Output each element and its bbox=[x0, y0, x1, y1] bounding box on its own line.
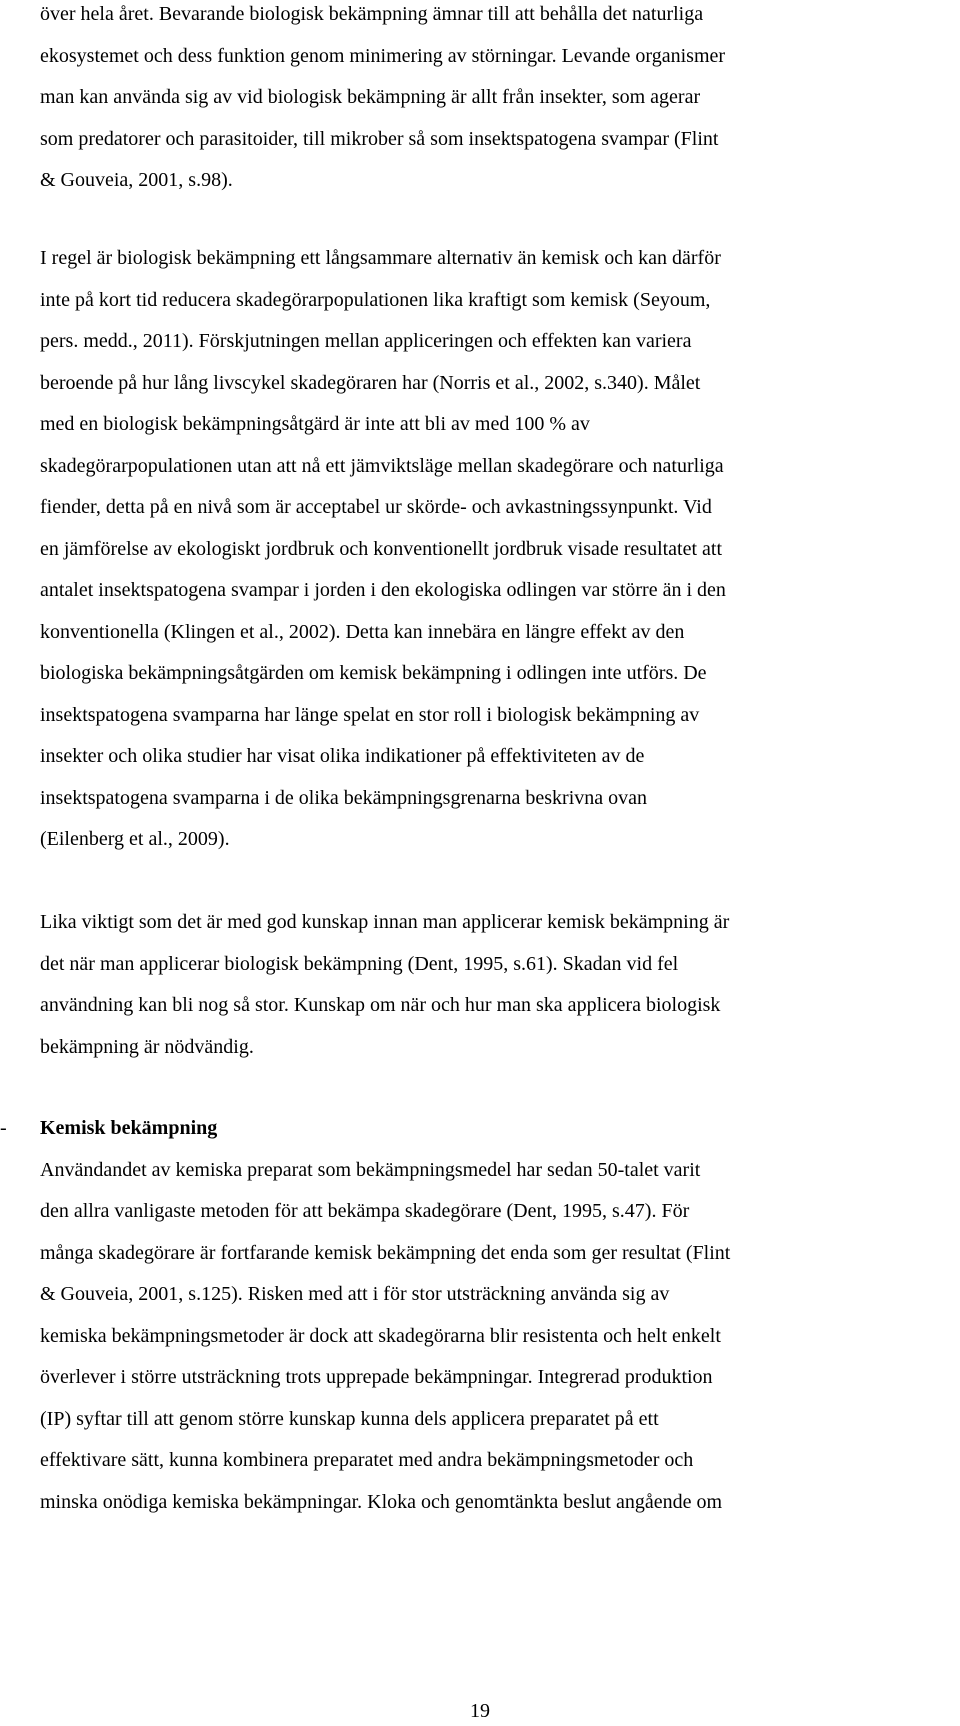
text-line: biologiska bekämpningsåtgärden om kemisk bekämpning i odlingen inte utförs. De bbox=[40, 662, 707, 684]
text-line: (IP) syftar till att genom större kunskap kunna dels applicera preparatet på ett bbox=[40, 1407, 659, 1430]
text-line: ekosystemet och dess funktion genom minimering av störningar. Levande organismer bbox=[40, 44, 726, 67]
text-line: användning kan bli nog så stor. Kunskap om när och hur man ska applicera biologisk bbox=[40, 994, 721, 1016]
text-line: man kan använda sig av vid biologisk bekämpning är allt från insekter, som agerar bbox=[40, 86, 701, 108]
text-line: pers. medd., 2011). Förskjutningen mellan appliceringen och effekten kan variera bbox=[40, 330, 692, 352]
text-line: den allra vanligaste metoden för att bekämpa skadegörare (Dent, 1995, s.47). För bbox=[40, 1200, 690, 1222]
text-line: minska onödiga kemiska bekämpningar. Kloka och genomtänkta beslut angående om bbox=[40, 1490, 723, 1513]
text-line: det när man applicerar biologisk bekämpning (Dent, 1995, s.61). Skadan vid fel bbox=[40, 952, 679, 975]
text-line: insektspatogena svamparna i de olika bekämpningsgrenarna beskrivna ovan bbox=[40, 786, 648, 809]
page-number: 19 bbox=[470, 1700, 490, 1722]
paragraph-knowledge-importance bbox=[40, 902, 920, 1068]
text-line: fiender, detta på en nivå som är acceptabel ur skörde- och avkastningssynpunkt. Vid bbox=[40, 496, 712, 518]
paragraph-biological-control-intro bbox=[40, 0, 920, 202]
text-line: Lika viktigt som det är med god kunskap innan man applicerar kemisk bekämpning är bbox=[40, 911, 730, 933]
text-line: effektivare sätt, kunna kombinera preparatet med andra bekämpningsmetoder och bbox=[40, 1449, 694, 1471]
section-chemical-control bbox=[40, 1108, 920, 1523]
text-line: konventionella (Klingen et al., 2002). Detta kan innebära en längre effekt av den bbox=[40, 620, 685, 643]
text-line: överlever i större utsträckning trots upprepade bekämpningar. Integrerad produktion bbox=[40, 1366, 713, 1388]
text-line: I regel är biologisk bekämpning ett långsammare alternativ än kemisk och kan därför bbox=[40, 247, 721, 269]
text-line: över hela året. Bevarande biologisk bekämpning ämnar till att behålla det naturliga bbox=[40, 3, 704, 25]
text-line: & Gouveia, 2001, s.125). Risken med att i för stor utsträckning använda sig av bbox=[40, 1283, 670, 1305]
text-line: Användandet av kemiska preparat som bekämpningsmedel har sedan 50-talet varit bbox=[40, 1158, 701, 1181]
section-heading: Kemisk bekämpning bbox=[40, 1117, 218, 1139]
list-bullet-dash: - bbox=[0, 1117, 7, 1139]
text-line: & Gouveia, 2001, s.98). bbox=[40, 169, 233, 191]
text-line: skadegörarpopulationen utan att nå ett jämviktsläge mellan skadegörare och naturliga bbox=[40, 454, 724, 477]
text-line: med en biologisk bekämpningsåtgärd är inte att bli av med 100 % av bbox=[40, 413, 590, 435]
paragraph-biological-vs-chemical bbox=[40, 238, 920, 861]
text-line: insektspatogena svamparna har länge spelat en stor roll i biologisk bekämpning av bbox=[40, 703, 700, 726]
text-line: insekter och olika studier har visat olika indikationer på effektiviteten av de bbox=[40, 745, 645, 767]
text-line: inte på kort tid reducera skadegörarpopulationen lika kraftigt som kemisk (Seyoum, bbox=[40, 288, 711, 311]
text-line: antalet insektspatogena svampar i jorden i den ekologiska odlingen var större än i den bbox=[40, 579, 726, 601]
text-line: många skadegörare är fortfarande kemisk bekämpning det enda som ger resultat (Flint bbox=[40, 1241, 731, 1264]
text-line: bekämpning är nödvändig. bbox=[40, 1035, 254, 1058]
text-line: kemiska bekämpningsmetoder är dock att skadegörarna blir resistenta och helt enkelt bbox=[40, 1324, 721, 1347]
text-line: som predatorer och parasitoider, till mikrober så som insektspatogena svampar (Flint bbox=[40, 127, 719, 150]
text-line: (Eilenberg et al., 2009). bbox=[40, 828, 230, 850]
text-line: en jämförelse av ekologiskt jordbruk och konventionellt jordbruk visade resultatet att bbox=[40, 537, 723, 560]
text-line: beroende på hur lång livscykel skadegöraren har (Norris et al., 2002, s.340). Målet bbox=[40, 371, 701, 394]
